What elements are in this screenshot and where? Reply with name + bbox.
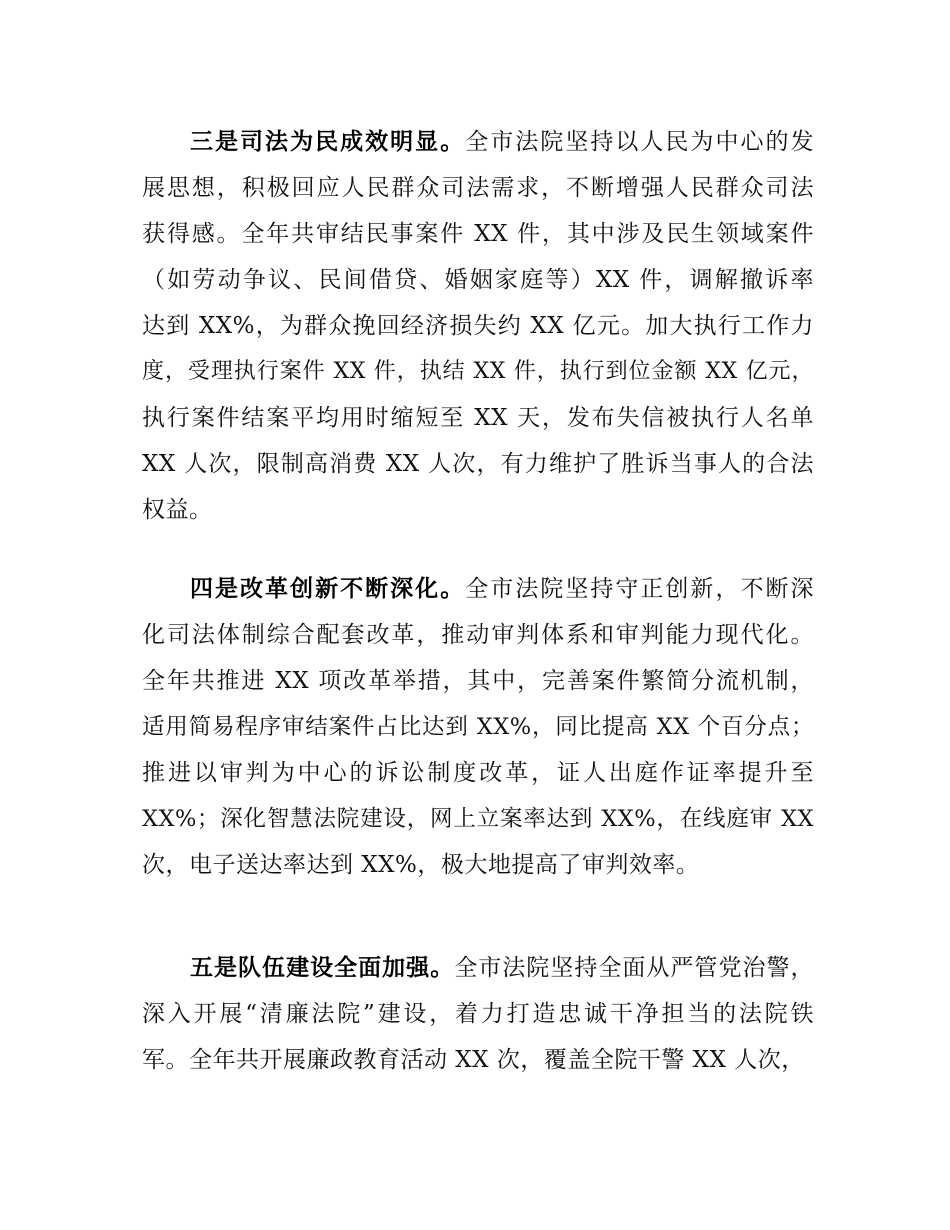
paragraph-line: 权益。 — [142, 497, 213, 523]
paragraph-line: 推进以审判为中心的诉讼制度改革，证人出庭作证率提升至 — [142, 760, 814, 786]
paragraph-first-line — [142, 119, 814, 165]
paragraph-line: 度，受理执行案件 XX 件，执结 XX 件，执行到位金额 XX 亿元， — [142, 359, 814, 384]
paragraph-line: 全年共推进 XX 项改革举措，其中，完善案件繁简分流机制， — [142, 668, 814, 694]
paragraph-line: 展思想，积极回应人民群众司法需求，不断增强人民群众司法 — [142, 175, 814, 201]
paragraph-first-line — [142, 945, 814, 991]
paragraph-line: 获得感。全年共审结民事案件 XX 件，其中涉及民生领域案件 — [142, 221, 814, 247]
paragraph-lead-heading: 三是司法为民成效明显。 — [190, 129, 466, 155]
paragraph-lead-heading: 四是改革创新不断深化。 — [190, 576, 466, 602]
paragraph-judicial-for-people — [142, 119, 814, 533]
paragraph-line: 次，电子送达率达到 XX%，极大地提高了审判效率。 — [142, 852, 700, 878]
paragraph-text: 全市法院坚持以人民为中心的发 — [465, 129, 815, 155]
paragraph-line: 执行案件结案平均用时缩短至 XX 天，发布失信被执行人名单 — [142, 405, 814, 431]
paragraph-text: 全市法院坚持守正创新，不断深 — [465, 576, 815, 602]
paragraph-line: 适用简易程序审结案件占比达到 XX%，同比提高 XX 个百分点； — [142, 714, 814, 740]
paragraph-lead-heading: 五是队伍建设全面加强。 — [190, 955, 455, 981]
paragraph-line: 化司法体制综合配套改革，推动审判体系和审判能力现代化。 — [142, 622, 814, 648]
paragraph-line: 深入开展“清廉法院”建设，着力打造忠诚干净担当的法院铁 — [142, 1001, 814, 1027]
paragraph-team-building — [142, 945, 814, 1083]
paragraph-line: （如劳动争议、民间借贷、婚姻家庭等）XX 件，调解撤诉率 — [142, 267, 814, 293]
paragraph-line: XX 人次，限制高消费 XX 人次，有力维护了胜诉当事人的合法 — [142, 451, 814, 477]
paragraph-line: XX%；深化智慧法院建设，网上立案率达到 XX%，在线庭审 XX — [142, 806, 814, 832]
paragraph-text: 全市法院坚持全面从严管党治警， — [454, 955, 815, 981]
paragraph-reform-innovation — [142, 566, 814, 888]
paragraph-line: 达到 XX%，为群众挽回经济损失约 XX 亿元。加大执行工作力 — [142, 313, 814, 339]
paragraph-first-line — [142, 566, 814, 612]
paragraph-line: 军。全年共开展廉政教育活动 XX 次，覆盖全院干警 XX 人次， — [142, 1047, 805, 1073]
